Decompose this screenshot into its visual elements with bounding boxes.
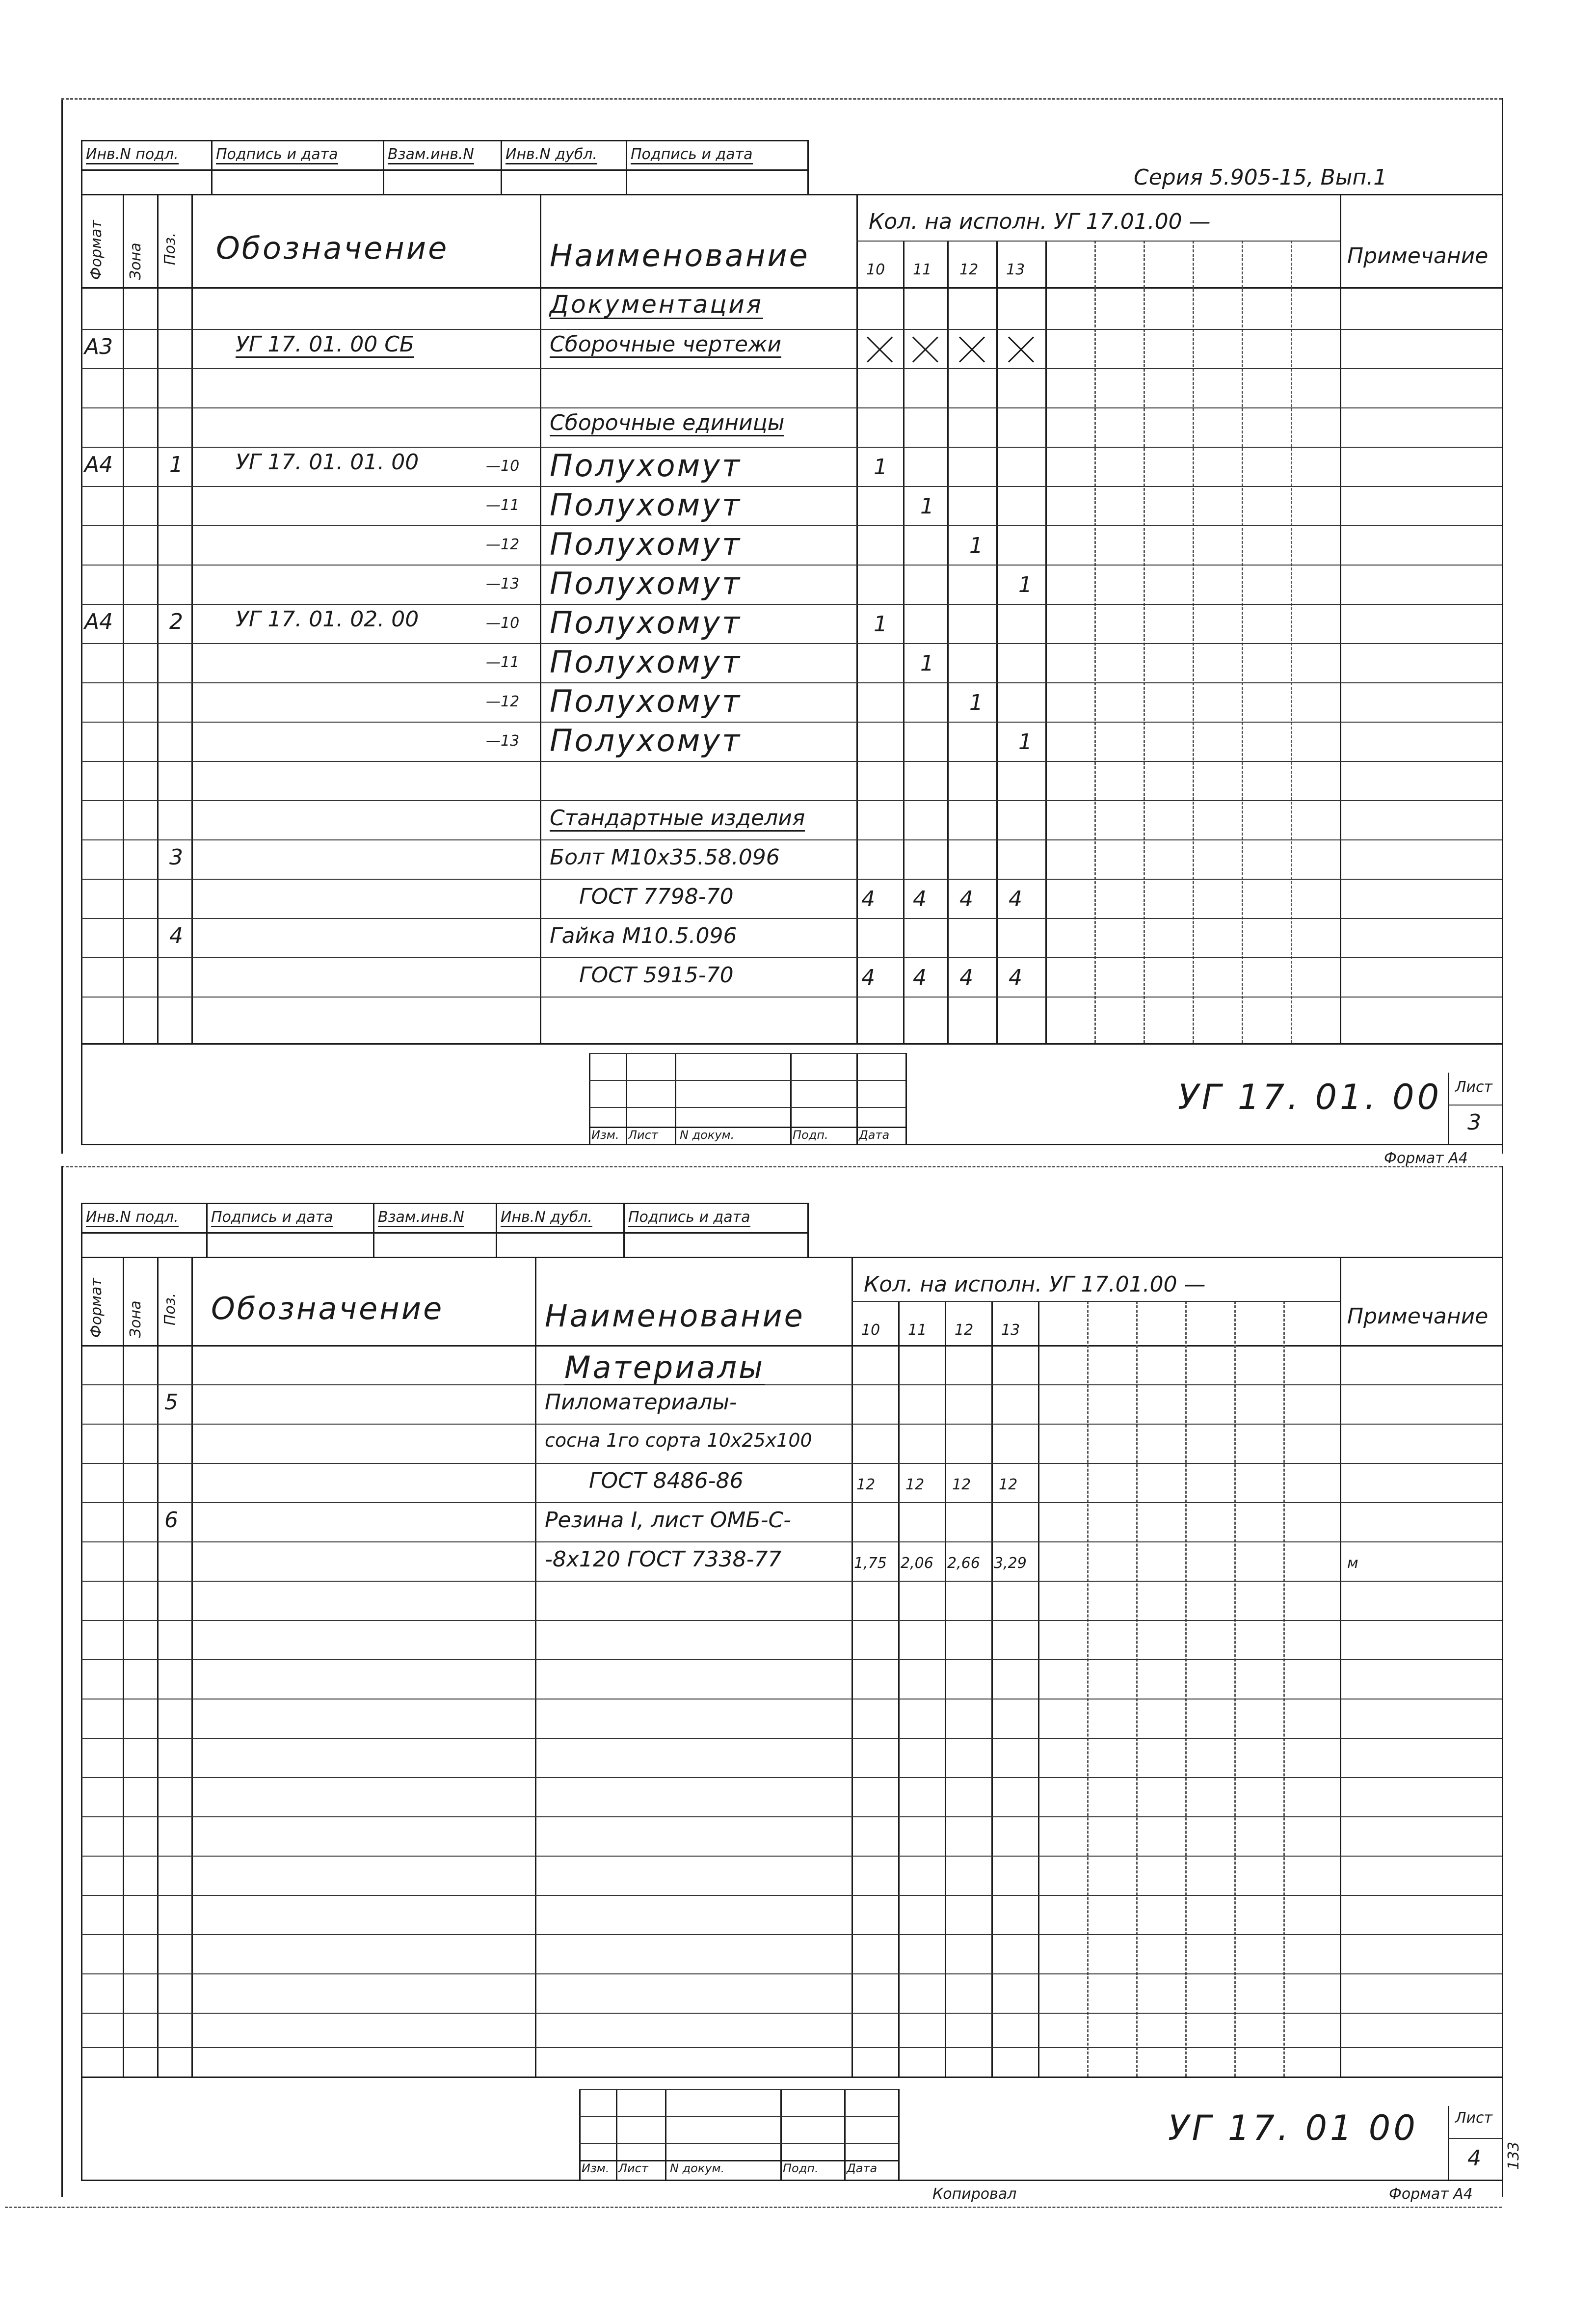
footer2-sheet-label: Лист	[1455, 2109, 1493, 2127]
col2-header-qty: Кол. на исполн. УГ 17.01.00 —	[864, 1272, 1206, 1297]
footer2-cell-sign: Подп.	[783, 2161, 819, 2175]
mat6-note: м	[1347, 1555, 1358, 1572]
std4-qty-11: 4	[913, 965, 927, 990]
asm1-name-12: Полухомут	[550, 526, 742, 562]
mat6-qty-12: 2,66	[947, 1555, 980, 1572]
stamp2-header-sign-date-2: Подпись и дата	[628, 1210, 750, 1227]
row-name: Сборочные чертежи	[550, 332, 782, 357]
section-documentation: Документация	[550, 290, 763, 319]
mat6-qty-11: 2,06	[901, 1555, 933, 1572]
asm2-suffix-10: —10	[486, 615, 520, 632]
footer2-copied: Копировал	[932, 2185, 1017, 2203]
col-variant-10: 10	[866, 261, 885, 278]
asm2-format: А4	[84, 609, 113, 634]
asm2-qty-10: 1	[874, 612, 887, 637]
mat5-name-line2: сосна 1го сорта 10х25х100	[545, 1430, 812, 1451]
mat6-pos: 6	[164, 1508, 178, 1533]
cross-mark-12	[957, 335, 986, 364]
footer2-cell-docno: N докум.	[670, 2161, 725, 2175]
asm1-name-11: Полухомут	[550, 487, 742, 523]
std3-name-line2: ГОСТ 7798-70	[579, 884, 734, 909]
asm2-suffix-11: —11	[486, 654, 520, 671]
std3-qty-10: 4	[861, 887, 875, 912]
col2-header-pos: Поз.	[161, 1293, 179, 1325]
col2-variant-11: 11	[908, 1322, 927, 1339]
asm1-name-13: Полухомут	[550, 566, 742, 601]
page-mark: 133	[1505, 2141, 1522, 2170]
asm2-name-11: Полухомут	[550, 644, 742, 680]
stamp2-header-replace-inv: Взам.инв.N	[378, 1210, 464, 1227]
stamp2-header-inv-orig: Инв.N подл.	[86, 1210, 179, 1227]
cross-mark-13	[1006, 335, 1036, 364]
asm1-qty-11: 1	[920, 494, 934, 519]
col2-variant-13: 13	[1001, 1322, 1020, 1339]
mat6-qty-10: 1,75	[854, 1555, 887, 1572]
asm1-suffix-10: —10	[486, 458, 520, 475]
asm1-qty-13: 1	[1018, 572, 1032, 597]
footer2-cell-sheet: Лист	[618, 2161, 648, 2175]
asm1-designation: УГ 17. 01. 01. 00	[236, 450, 419, 475]
asm2-name-13: Полухомут	[550, 723, 742, 758]
stamp-header-sign-date-2: Подпись и дата	[631, 147, 753, 164]
footer1-cell-docno: N докум.	[680, 1128, 735, 1142]
std3-qty-11: 4	[913, 887, 927, 912]
footer2-sheet-number: 4	[1467, 2146, 1481, 2171]
mat6-qty-13: 3,29	[994, 1555, 1027, 1572]
series-label: Серия 5.905-15, Вып.1	[1134, 165, 1387, 190]
col-variant-12: 12	[959, 261, 979, 278]
std4-qty-10: 4	[861, 965, 875, 990]
footer1-cell-sign: Подп.	[793, 1128, 828, 1142]
footer2-cell-date: Дата	[847, 2161, 878, 2175]
col-header-designation: Обозначение	[216, 230, 449, 266]
asm1-pos: 1	[169, 452, 183, 477]
row-designation: УГ 17. 01. 00 СБ	[236, 332, 415, 357]
asm2-suffix-12: —12	[486, 693, 520, 710]
asm1-qty-12: 1	[969, 533, 983, 558]
stamp2-header-inv-dup: Инв.N дубл.	[501, 1210, 592, 1227]
footer2-cell-change: Изм.	[582, 2161, 610, 2175]
col2-header-format: Формат	[88, 1278, 105, 1338]
asm1-suffix-11: —11	[486, 497, 520, 514]
mat5-qty-10: 12	[856, 1476, 876, 1493]
col2-header-name: Наименование	[545, 1298, 805, 1334]
cross-mark-10	[865, 335, 894, 364]
footer1-cell-sheet: Лист	[628, 1128, 658, 1142]
mat5-qty-11: 12	[905, 1476, 925, 1493]
std4-qty-13: 4	[1009, 965, 1022, 990]
col-header-name: Наименование	[550, 238, 810, 273]
section-assembly-units: Сборочные единицы	[550, 410, 785, 435]
stamp-header-inv-dup: Инв.N дубл.	[505, 147, 597, 164]
std3-pos: 3	[169, 845, 183, 870]
stamp2-header-sign-date: Подпись и дата	[211, 1210, 333, 1227]
asm2-name-12: Полухомут	[550, 683, 742, 719]
mat5-name-line1: Пиломатериалы-	[545, 1390, 737, 1415]
asm2-qty-11: 1	[920, 651, 934, 676]
footer2-doc-code: УГ 17. 01 00	[1168, 2108, 1418, 2148]
col-header-pos: Поз.	[161, 232, 179, 265]
stamp-header-inv-orig: Инв.N подл.	[86, 147, 179, 164]
mat5-qty-13: 12	[999, 1476, 1018, 1493]
asm1-qty-10: 1	[874, 455, 887, 480]
section-standard-items: Стандартные изделия	[550, 806, 805, 831]
col-header-qty: Кол. на исполн. УГ 17.01.00 —	[869, 209, 1211, 234]
asm2-suffix-13: —13	[486, 732, 520, 750]
mat6-name-line2: -8х120 ГОСТ 7338-77	[545, 1547, 782, 1572]
asm1-suffix-12: —12	[486, 536, 520, 553]
std4-qty-12: 4	[959, 965, 973, 990]
footer1-sheet-number: 3	[1467, 1110, 1481, 1135]
col2-variant-10: 10	[861, 1322, 880, 1339]
asm2-qty-13: 1	[1018, 729, 1032, 755]
footer1-cell-date: Дата	[859, 1128, 890, 1142]
std4-name-line2: ГОСТ 5915-70	[579, 963, 734, 988]
col-header-note: Примечание	[1347, 243, 1489, 269]
std3-name-line1: Болт М10х35.58.096	[550, 845, 780, 870]
asm2-name-10: Полухомут	[550, 605, 742, 641]
asm2-pos: 2	[169, 609, 183, 634]
col-header-format: Формат	[88, 220, 105, 280]
col-header-zone: Зона	[127, 243, 144, 280]
asm1-suffix-13: —13	[486, 575, 520, 593]
col-variant-11: 11	[913, 261, 932, 278]
mat5-name-line3: ГОСТ 8486-86	[589, 1468, 744, 1493]
std4-name-line1: Гайка М10.5.096	[550, 923, 737, 948]
col2-header-zone: Зона	[127, 1300, 144, 1338]
asm1-name-10: Полухомут	[550, 448, 742, 484]
mat6-name-line1: Резина I, лист ОМБ-С-	[545, 1508, 792, 1533]
mat5-qty-12: 12	[952, 1476, 971, 1493]
col2-header-designation: Обозначение	[211, 1291, 444, 1326]
stamp-header-replace-inv: Взам.инв.N	[388, 147, 474, 164]
asm2-qty-12: 1	[969, 690, 983, 715]
std4-pos: 4	[169, 923, 183, 948]
footer2-format: Формат А4	[1389, 2185, 1473, 2203]
asm1-format: А4	[84, 452, 113, 477]
col2-header-note: Примечание	[1347, 1304, 1489, 1329]
col2-variant-12: 12	[955, 1322, 974, 1339]
row-format: А3	[84, 334, 113, 359]
stamp-header-sign-date: Подпись и дата	[216, 147, 338, 164]
footer1-sheet-label: Лист	[1455, 1079, 1493, 1096]
asm2-designation: УГ 17. 01. 02. 00	[236, 607, 419, 632]
std3-qty-12: 4	[959, 887, 973, 912]
col-variant-13: 13	[1006, 261, 1025, 278]
footer1-doc-code: УГ 17. 01. 00	[1178, 1077, 1442, 1117]
section-materials: Материалы	[564, 1349, 765, 1385]
footer1-cell-change: Изм.	[591, 1128, 619, 1142]
std3-qty-13: 4	[1009, 887, 1022, 912]
cross-mark-11	[910, 335, 940, 364]
footer1-format: Формат А4	[1384, 1150, 1468, 1167]
mat5-pos: 5	[164, 1390, 178, 1415]
